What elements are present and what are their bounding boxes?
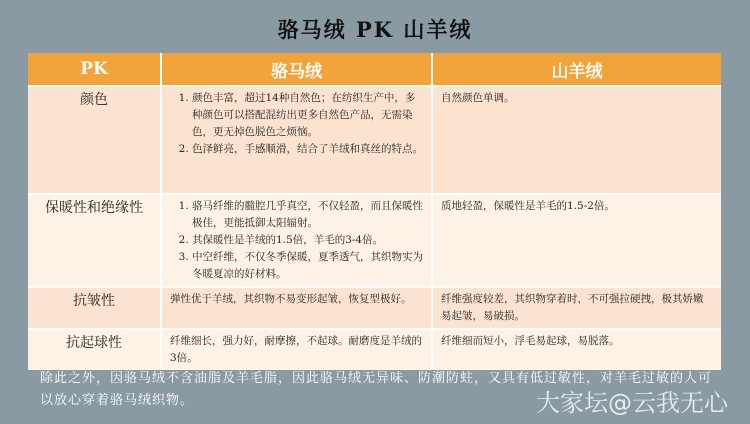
cell-llama-wrinkle: 弹性优于羊绒，其织物不易变形起皱，恢复型极好。	[161, 287, 432, 329]
row-label-pilling: 抗起球性	[28, 329, 161, 370]
row-label-color: 颜色	[28, 86, 161, 194]
table-row-color	[28, 86, 721, 194]
list-item: 3. 中空纤维，不仅冬季保暖，夏季透气，其织物实为冬暖夏凉的好材料。	[192, 249, 423, 283]
table-header-row	[28, 53, 721, 86]
watermark: 大家坛@云我无心	[536, 389, 728, 417]
cell-goat-warmth: 质地轻盈，保暖性是羊毛的1.5-2倍。	[432, 194, 721, 287]
list-item: 2. 其保暖性是羊绒的1.5倍，羊毛的3-4倍。	[192, 232, 423, 249]
cell-goat-color: 自然颜色单调。	[432, 86, 721, 194]
row-label-wrinkle: 抗皱性	[28, 287, 161, 329]
list-item: 1. 颜色丰富，超过14种自然色；在纺织生产中，多种颜色可以搭配混纺出更多自然色产品，无需染色，更无掉色脱色之烦恼。	[192, 90, 423, 141]
cell-llama-pilling: 纤维细长，强力好，耐摩擦，不起球。耐磨度是羊绒的3倍。	[161, 329, 432, 370]
slide-title: 骆马绒 PK 山羊绒	[277, 17, 473, 42]
list-item: 1. 骆马纤维的髓腔几乎真空，不仅轻盈，而且保暖性极佳，更能抵御太阳辐射。	[192, 198, 423, 232]
header-pk: PK	[28, 53, 161, 86]
table-row-pilling	[28, 329, 721, 370]
header-goat: 山羊绒	[432, 53, 721, 86]
footer-note: 除此之外，因骆马绒不含油脂及羊毛脂，因此骆马绒无异味、防潮防蛀，又具有低过敏性，对羊毛过敏的人可以放心穿着骆马绒织物。	[40, 371, 713, 408]
table-row-wrinkle	[28, 287, 721, 329]
table-row-warmth	[28, 194, 721, 287]
row-label-warmth: 保暖性和绝缘性	[28, 194, 161, 287]
header-llama: 骆马绒	[161, 53, 432, 86]
cell-goat-wrinkle: 纤维强度较差，其织物穿着时，不可强拉硬拽，极其娇嫩易起皱，易破损。	[432, 287, 721, 329]
llama-warmth-list	[170, 198, 423, 283]
llama-color-list	[170, 90, 423, 158]
cell-llama-warmth	[161, 194, 432, 287]
comparison-table	[28, 53, 721, 370]
cell-llama-color	[161, 86, 432, 194]
list-item: 2. 色泽鲜亮，手感顺滑，结合了羊绒和真丝的特点。	[192, 141, 423, 158]
cell-goat-pilling: 纤维细而短小，浮毛易起球，易脱落。	[432, 329, 721, 370]
